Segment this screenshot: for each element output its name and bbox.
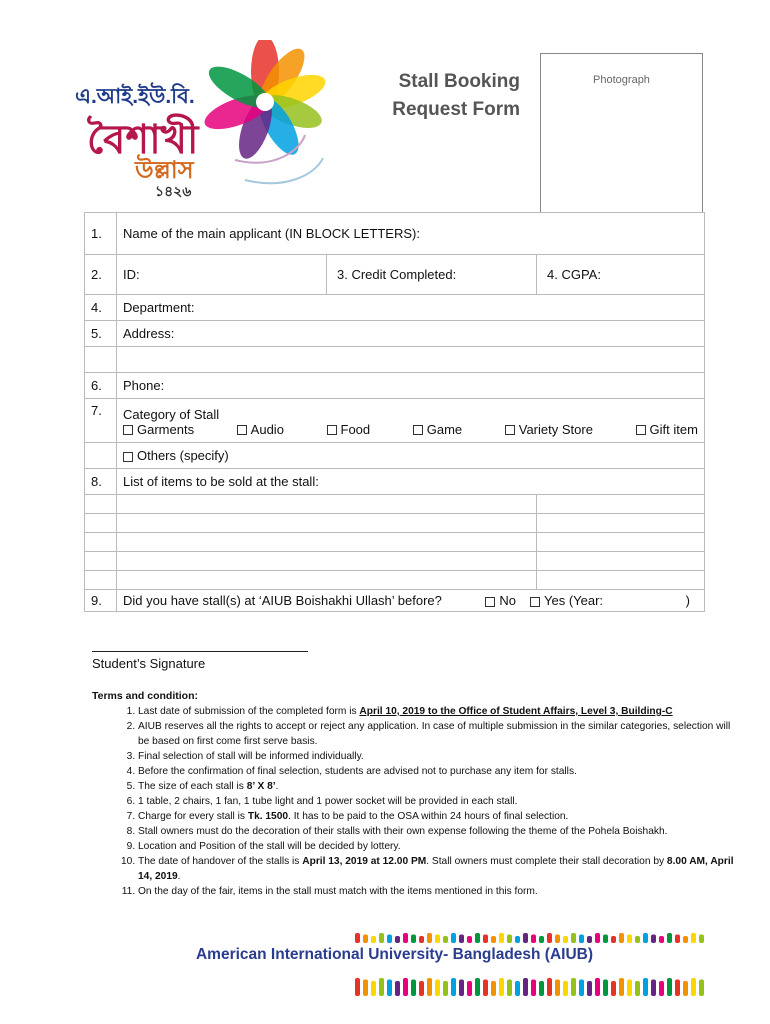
checkbox-icon[interactable]: [237, 425, 247, 435]
row-number-empty: [85, 552, 117, 571]
category-option-food[interactable]: Food: [327, 422, 371, 437]
row-number: 6.: [85, 373, 117, 399]
checkbox-icon[interactable]: [123, 425, 133, 435]
applicant-name-field[interactable]: [117, 213, 705, 255]
stall-category-options: [123, 422, 698, 437]
row-number-empty: [85, 443, 117, 469]
logo-year: ১৪২৬: [155, 183, 192, 199]
aiub-boishakhi-logo: [75, 40, 335, 200]
category-option-variety-store[interactable]: Variety Store: [505, 422, 593, 437]
term-item: 8. Stall owners must do the decoration of their stalls with their own expense following the theme of the Pohela Boishakh.: [138, 824, 738, 839]
row-number: 1.: [85, 213, 117, 255]
category-option-audio[interactable]: Audio: [237, 422, 284, 437]
checkbox-icon[interactable]: [327, 425, 337, 435]
checkbox-icon[interactable]: [485, 597, 495, 607]
previous-stall-yes-option[interactable]: Yes (Year: ): [530, 593, 690, 608]
row-number: 2.: [85, 255, 117, 295]
signature-label: Student’s Signature: [92, 656, 206, 671]
cgpa-field[interactable]: [537, 255, 705, 295]
credit-completed-field[interactable]: [327, 255, 537, 295]
row-number: 8.: [85, 469, 117, 495]
category-option-gift-item[interactable]: Gift item: [636, 422, 698, 437]
photograph-box[interactable]: [540, 53, 703, 213]
term-item: 6. 1 table, 2 chairs, 1 fan, 1 tube light and 1 power socket will be provided in each stall.: [138, 794, 738, 809]
terms-heading: Terms and condition:: [92, 690, 198, 702]
photograph-label: Photograph: [593, 74, 650, 86]
address-label: Address:: [123, 326, 175, 341]
item-entry-cell[interactable]: [537, 495, 705, 514]
item-entry-cell[interactable]: [537, 514, 705, 533]
application-form-table: [84, 212, 705, 612]
row-number-empty: [85, 347, 117, 373]
row-number-empty: [85, 514, 117, 533]
item-entry-cell[interactable]: [117, 533, 537, 552]
footer-university-name: American International University- Bangladesh (AIUB): [195, 946, 594, 963]
address-field[interactable]: [117, 321, 705, 347]
item-entry-cell[interactable]: [117, 514, 537, 533]
term-item: 4. Before the confirmation of final selection, students are advised not to purchase any item for stalls.: [138, 764, 738, 779]
row-number: 4.: [85, 295, 117, 321]
checkbox-icon[interactable]: [123, 452, 133, 462]
previous-stall-label: Did you have stall(s) at ‘AIUB Boishakhi Ullash’ before?: [123, 593, 442, 608]
logo-text-main: বৈশাখী: [87, 116, 199, 163]
checkbox-icon[interactable]: [530, 597, 540, 607]
decorative-border-top: [355, 933, 705, 947]
checkbox-icon[interactable]: [636, 425, 646, 435]
title-line-2: Request Form: [392, 99, 520, 120]
stall-category-field: [117, 399, 705, 443]
title-line-1: Stall Booking: [398, 71, 520, 92]
term-item: 3. Final selection of stall will be informed individually.: [138, 749, 738, 764]
row-number-empty: [85, 495, 117, 514]
category-option-others[interactable]: Others (specify): [117, 443, 705, 469]
department-field[interactable]: [117, 295, 705, 321]
previous-stall-no-option[interactable]: No: [485, 593, 516, 608]
checkbox-icon[interactable]: [505, 425, 515, 435]
term-item: 2. AIUB reserves all the rights to accept or reject any application. In case of multiple submission in the similar categories, selection will be based on first come first serve basis.: [138, 719, 738, 749]
term-item: 10. The date of handover of the stalls is April 13, 2019 at 12.00 PM. Stall owners must complete their stall decoration by 8.00 AM, April 14, 2019.: [138, 854, 738, 884]
term-item: 9. Location and Position of the stall will be decided by lottery.: [138, 839, 738, 854]
items-list-heading: List of items to be sold at the stall:: [117, 469, 705, 495]
row-number-empty: [85, 571, 117, 590]
item-entry-cell[interactable]: [117, 552, 537, 571]
address-line-2-field[interactable]: [117, 347, 705, 373]
credit-completed-label: 3. Credit Completed:: [337, 267, 457, 282]
item-entry-cell[interactable]: [537, 552, 705, 571]
logo-text-top: এ.আই.ইউ.বি.: [75, 85, 195, 108]
term-item: 5. The size of each stall is 8’ X 8’.: [138, 779, 738, 794]
term-item: 7. Charge for every stall is Tk. 1500. It has to be paid to the OSA within 24 hours of final selection.: [138, 809, 738, 824]
category-option-game[interactable]: Game: [413, 422, 462, 437]
terms-list: [100, 704, 738, 899]
logo-text-sub: উল্লাস: [135, 155, 194, 184]
signature-line[interactable]: [92, 651, 308, 652]
phone-field[interactable]: [117, 373, 705, 399]
category-option-garments[interactable]: Garments: [123, 422, 194, 437]
item-entry-cell[interactable]: [537, 533, 705, 552]
department-label: Department:: [123, 300, 195, 315]
checkbox-icon[interactable]: [413, 425, 423, 435]
applicant-name-label: Name of the main applicant (IN BLOCK LETTERS):: [123, 226, 420, 241]
term-item: 11. On the day of the fair, items in the stall must match with the items mentioned in this form.: [138, 884, 738, 899]
previous-stall-question: [117, 590, 705, 612]
id-label: ID:: [123, 267, 140, 282]
row-number: 9.: [85, 590, 117, 612]
term-item: 1. Last date of submission of the completed form is April 10, 2019 to the Office of Student Affairs, Level 3, Building-C: [138, 704, 738, 719]
row-number: 5.: [85, 321, 117, 347]
id-field[interactable]: [117, 255, 327, 295]
form-title: [360, 68, 520, 124]
cgpa-label: 4. CGPA:: [547, 267, 601, 282]
phone-label: Phone:: [123, 378, 165, 393]
row-number: 7.: [85, 399, 117, 443]
decorative-border-bottom: [355, 978, 705, 1000]
item-entry-cell[interactable]: [117, 495, 537, 514]
row-number-empty: [85, 533, 117, 552]
stall-category-label: Category of Stall: [123, 406, 220, 422]
item-entry-cell[interactable]: [117, 571, 537, 590]
item-entry-cell[interactable]: [537, 571, 705, 590]
